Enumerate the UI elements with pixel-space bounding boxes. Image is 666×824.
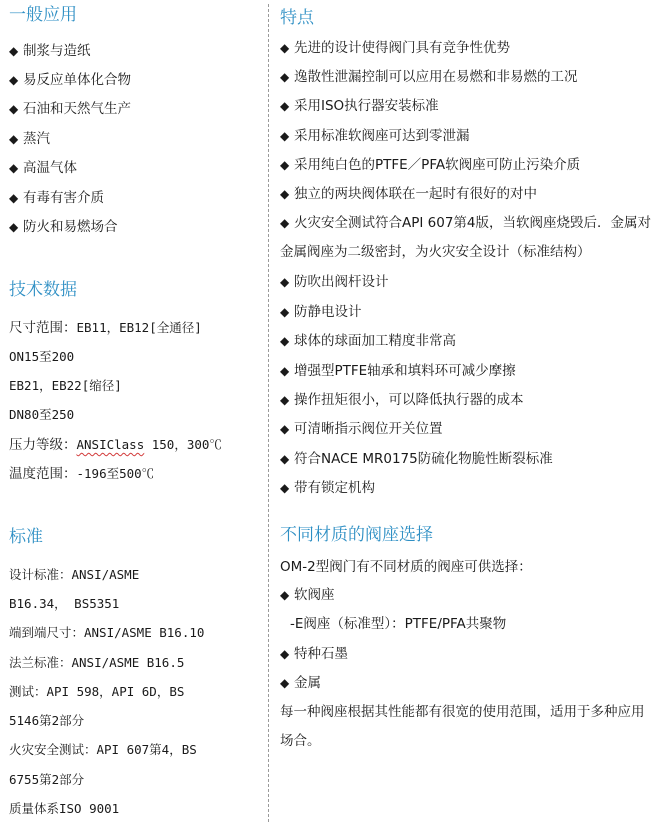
feature-item: ◆ 球体的球面加工精度非常高	[280, 333, 456, 349]
size-range-dn2: DN80至250	[9, 407, 75, 422]
general-item: ◆ 高温气体	[9, 160, 77, 176]
seat-soft: ◆ 软阀座	[280, 587, 335, 603]
general-item: ◆ 有毒有害介质	[9, 190, 104, 206]
seat-soft-sub: -E阀座（标准型）：PTFE/PFA共聚物	[290, 616, 507, 632]
features-heading: 特点	[280, 8, 314, 28]
feature-item: ◆ 先进的设计使得阀门具有竞争性优势	[280, 40, 510, 56]
seats-intro: OM-2型阀门有不同材质的阀座可供选择：	[280, 559, 532, 575]
size-range-dn1: ON15至200	[9, 349, 75, 364]
standards-line: 测试：API 598，API 6D，BS	[9, 684, 185, 699]
feature-item: ◆ 采用纯白色的PTFE／PFA软阀座可防止污染介质	[280, 157, 581, 173]
feature-item: ◆ 采用ISO执行器安装标准	[280, 98, 439, 114]
general-item: ◆ 制浆与造纸	[9, 43, 91, 59]
seat-metal: ◆ 金属	[280, 675, 321, 691]
temperature-line: 温度范围：-196至500℃	[9, 466, 155, 482]
seats-heading: 不同材质的阀座选择	[280, 525, 433, 545]
feature-item: ◆ 独立的两块阀体联在一起时有很好的对中	[280, 186, 537, 202]
feature-item: ◆ 可清晰指示阀位开关位置	[280, 421, 443, 437]
standards-heading: 标准	[9, 527, 43, 547]
feature-item: ◆ 带有锁定机构	[280, 480, 375, 496]
size-range-line: 尺寸范围：EB11，EB12[全通径]	[9, 320, 202, 336]
column-divider	[268, 4, 269, 822]
standards-line: 设计标准：ANSI/ASME	[9, 567, 140, 582]
standards-line: 法兰标准：ANSI/ASME B16.5	[9, 655, 185, 670]
feature-item: ◆ 符合NACE MR0175防硫化物脆性断裂标准	[280, 451, 553, 467]
tech-heading: 技术数据	[9, 280, 77, 300]
general-item: ◆ 易反应单体化合物	[9, 72, 131, 88]
feature-item: ◆ 逸散性泄漏控制可以应用在易燃和非易燃的工况	[280, 69, 578, 85]
seats-footer: 每一种阀座根据其性能都有很宽的使用范围，适用于多种应用场合。	[280, 704, 645, 749]
feature-item: ◆ 防吹出阀杆设计	[280, 274, 389, 290]
standards-line: 端到端尺寸：ANSI/ASME B16.10	[9, 625, 205, 640]
standards-line: 5146第2部分	[9, 713, 85, 728]
standards-line: B16.34， BS5351	[9, 596, 120, 611]
feature-item: ◆ 增强型PTFE轴承和填料环可减少摩擦	[280, 363, 516, 379]
size-range-eb: EB21，EB22[缩径]	[9, 378, 122, 393]
standards-line: 质量体系ISO 9001	[9, 801, 120, 816]
general-heading: 一般应用	[9, 5, 77, 25]
general-item: ◆ 防火和易燃场合	[9, 219, 118, 235]
pressure-line: 压力等级：ANSIClass 150，300℃	[9, 437, 222, 453]
general-item: ◆ 蒸汽	[9, 131, 50, 147]
feature-item: ◆ 操作扭矩很小，可以降低执行器的成本	[280, 392, 524, 408]
feature-item: ◆ 采用标准软阀座可达到零泄漏	[280, 128, 470, 144]
feature-item: ◆ 防静电设计	[280, 304, 362, 320]
seat-graphite: ◆ 特种石墨	[280, 646, 348, 662]
standards-line: 6755第2部分	[9, 772, 85, 787]
general-item: ◆ 石油和天然气生产	[9, 101, 131, 117]
standards-line: 火灾安全测试：API 607第4，BS	[9, 742, 197, 757]
feature-item: ◆ 火灾安全测试符合API 607第4版，当软阀座烧毁后．金属对金属阀座为二级密封，为火灾安全设计（标准结构）	[280, 215, 652, 260]
pressure-class-spellcheck: ANSIClass	[76, 437, 145, 452]
